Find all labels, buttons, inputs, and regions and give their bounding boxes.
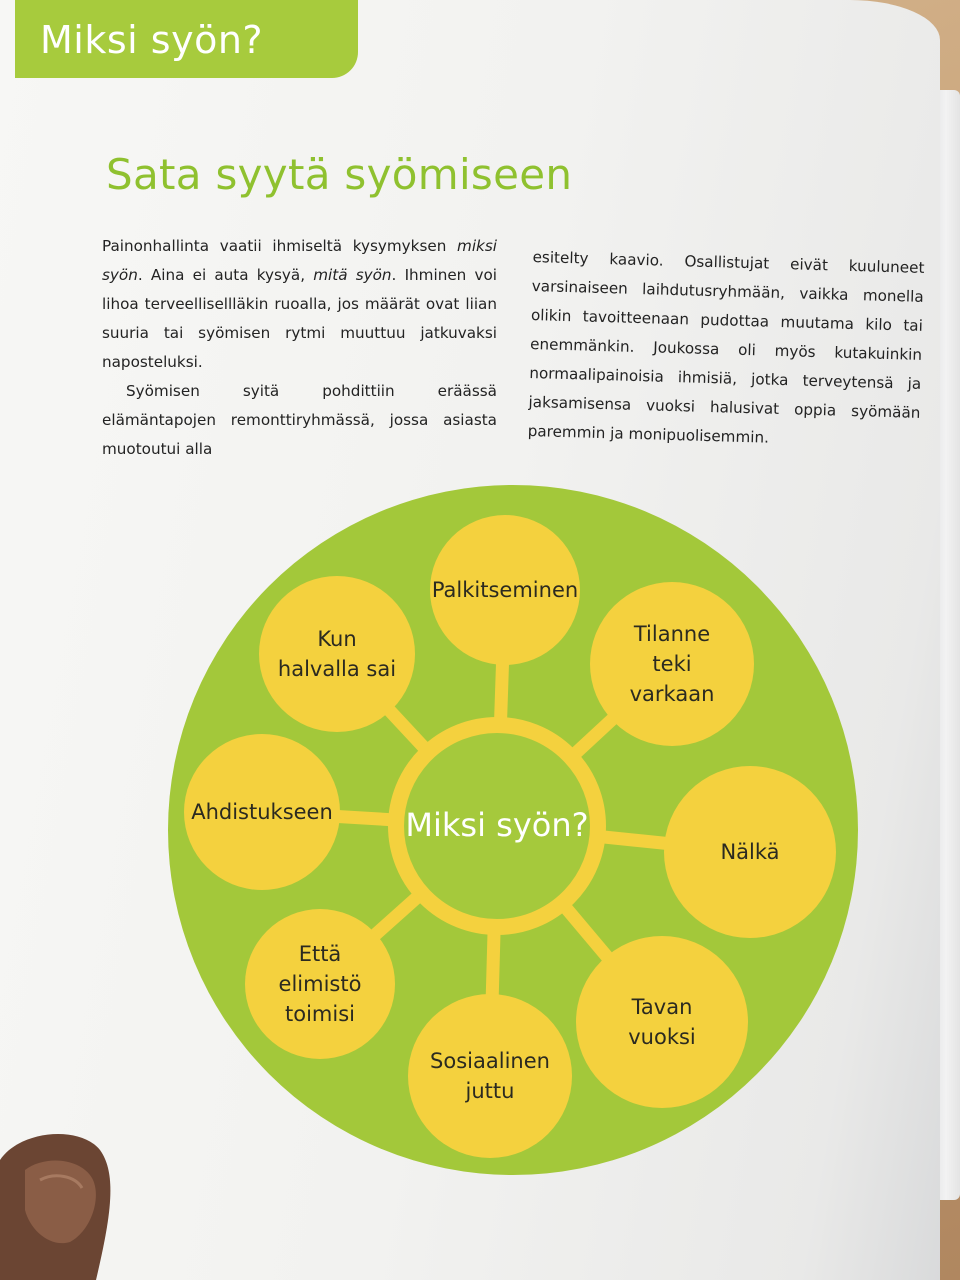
diagram-node: [245, 909, 395, 1059]
section-title: Miksi syön?: [40, 18, 264, 62]
diagram-node-label: teki: [652, 652, 692, 676]
diagram-node-circle: [259, 576, 415, 732]
diagram-node-label: Kun: [317, 627, 357, 651]
emphasis-miksi-syon: miksi syön: [102, 237, 497, 284]
article-title: Sata syytä syömiseen: [106, 150, 573, 199]
diagram-node: [259, 576, 415, 732]
paragraph-1-text: . Ihminen voi lihoa terveellisellläkin ruoalla, jos määrät ovat liian suuria tai syömisen rytmi muuttuu jatkuvaksi naposteluksi.: [102, 266, 497, 371]
diagram-node-label: halvalla sai: [277, 657, 397, 681]
diagram-node: [408, 994, 572, 1158]
diagram-node-circle: [408, 994, 572, 1158]
diagram-node-circle: [576, 936, 748, 1108]
diagram-node-label: Palkitseminen: [431, 578, 579, 602]
diagram-node: [664, 766, 836, 938]
diagram-center-label: Miksi syön?: [405, 806, 589, 844]
diagram-node-label: Nälkä: [720, 840, 780, 864]
diagram-node-label: vuoksi: [628, 1025, 696, 1049]
diagram-node: [576, 936, 748, 1108]
diagram-node: [590, 582, 754, 746]
paragraph-1-text: . Aina ei auta kysyä,: [137, 266, 314, 284]
paragraph-1-text: Painonhallinta vaatii ihmiseltä kysymyksen: [102, 237, 458, 255]
diagram-node-label: Että: [298, 942, 342, 966]
diagram-node: [430, 515, 580, 665]
diagram-node-label: varkaan: [629, 682, 715, 706]
diagram-node-label: Tavan: [631, 995, 693, 1019]
diagram-node-label: juttu: [465, 1079, 515, 1103]
diagram-node-label: elimistö: [278, 972, 362, 996]
emphasis-mita-syon: mitä syön: [313, 266, 392, 284]
diagram-node-label: Tilanne: [633, 622, 711, 646]
paragraph-3: esitelty kaavio. Osallistujat eivät kuuluneet varsinaiseen laihdutusryhmään, vaikka monella olikin tavoitteenaan pudottaa muutama kilo tai enemmänkin. Joukossa oli myös kutakuinkin normaalipainoisia ihmisiä, jotka terveytensä ja jaksamisensa vuoksi halusivat oppia syömään paremmin ja monipuolisemmin.: [527, 247, 925, 447]
diagram-node-label: Sosiaalinen: [430, 1049, 550, 1073]
diagram-node-label: Ahdistukseen: [191, 800, 333, 824]
diagram-node: [184, 734, 340, 890]
hand-holding-page: [0, 1130, 140, 1280]
diagram-node-label: toimisi: [285, 1002, 355, 1026]
paragraph-2: Syömisen syitä pohdittiin eräässä elämäntapojen remonttiryhmässä, jossa asiasta muotoutui alla: [102, 382, 497, 458]
